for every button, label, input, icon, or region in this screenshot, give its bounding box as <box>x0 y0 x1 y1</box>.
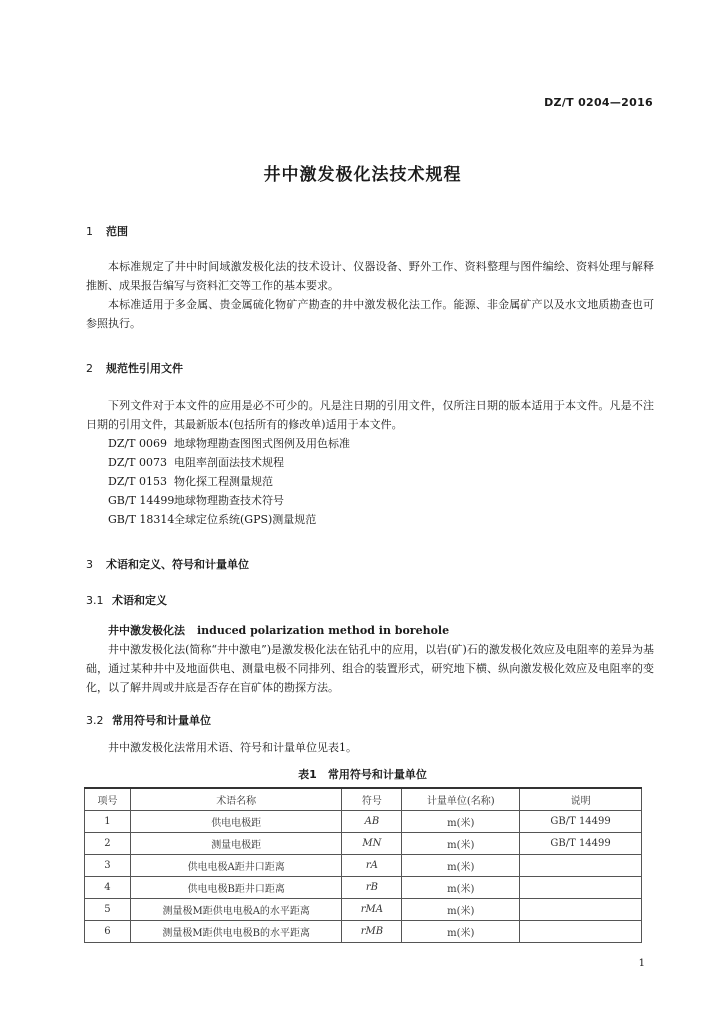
table-cell: m(米) <box>402 877 520 899</box>
section-1-heading <box>86 223 128 239</box>
section-1-paragraph-2: 本标准适用于多金属、贵金属硫化物矿产勘查的井中激发极化法工作。能源、非金属矿产以及水文地质勘查也可参照执行。 <box>86 298 654 330</box>
subsection-number: 3.2 <box>86 714 104 727</box>
table-header-cell: 说明 <box>520 788 642 811</box>
table-header-cell: 术语名称 <box>130 788 342 811</box>
table-cell: rMA <box>342 899 402 921</box>
table-cell: m(米) <box>402 921 520 943</box>
reference-item <box>108 472 273 491</box>
table-header-row <box>85 788 642 811</box>
table-cell <box>520 899 642 921</box>
subsection-title: 术语和定义 <box>112 594 167 607</box>
table-cell: rMB <box>342 921 402 943</box>
section-title: 规范性引用文件 <box>106 362 183 375</box>
table-row <box>85 855 642 877</box>
term-entry <box>108 622 449 638</box>
subsection-3-2-heading <box>86 712 211 728</box>
table-caption: 表1 常用符号和计量单位 <box>298 768 427 781</box>
table-cell: 测量极M距供电电极B的水平距离 <box>130 921 342 943</box>
reference-code: GB/T 18314 <box>108 513 175 526</box>
reference-title: 地球物理勘查技术符号 <box>174 494 284 507</box>
section-3-heading <box>86 556 249 572</box>
units-table <box>84 787 642 943</box>
table-cell: GB/T 14499 <box>520 833 642 855</box>
section-title: 术语和定义、符号和计量单位 <box>106 558 249 571</box>
section-number: 1 <box>86 225 93 238</box>
reference-code: GB/T 14499 <box>108 494 175 507</box>
table-cell: 供电电极B距井口距离 <box>130 877 342 899</box>
table-cell: AB <box>342 811 402 833</box>
table-cell: rA <box>342 855 402 877</box>
reference-item <box>108 453 284 472</box>
table-cell <box>520 921 642 943</box>
table-cell: 2 <box>85 833 131 855</box>
table-cell: MN <box>342 833 402 855</box>
table-cell: 测量电极距 <box>130 833 342 855</box>
reference-code: DZ/T 0153 <box>108 475 167 488</box>
table-header-cell: 项号 <box>85 788 131 811</box>
section-number: 2 <box>86 362 93 375</box>
section-2-intro: 下列文件对于本文件的应用是必不可少的。凡是注日期的引用文件，仅所注日期的版本适用于本文件。凡是不注日期的引用文件，其最新版本(包括所有的修改单)适用于本文件。 <box>86 399 654 431</box>
page-number: 1 <box>638 958 645 969</box>
table-cell: 1 <box>85 811 131 833</box>
reference-title: 地球物理勘查图图式图例及用色标准 <box>174 437 350 450</box>
table-cell: GB/T 14499 <box>520 811 642 833</box>
subsection-title: 常用符号和计量单位 <box>112 714 211 727</box>
section-2-heading <box>86 360 183 376</box>
table-header-cell: 计量单位(名称) <box>402 788 520 811</box>
reference-item <box>108 491 284 510</box>
table-cell: 供电电极距 <box>130 811 342 833</box>
table-cell: 3 <box>85 855 131 877</box>
section-1-paragraph-1: 本标准规定了井中时间域激发极化法的技术设计、仪器设备、野外工作、资料整理与图件编绘、资料处理与解释推断、成果报告编写与资料汇交等工作的基本要求。 <box>86 260 654 292</box>
table-cell: m(米) <box>402 833 520 855</box>
table-cell: m(米) <box>402 855 520 877</box>
section-title: 范围 <box>106 225 128 238</box>
term-chinese: 井中激发极化法 <box>108 624 185 637</box>
document-title: 井中激发极化法技术规程 <box>263 165 462 185</box>
reference-title: 物化探工程测量规范 <box>174 475 273 488</box>
table-row <box>85 811 642 833</box>
table-cell: 测量极M距供电电极A的水平距离 <box>130 899 342 921</box>
subsection-3-1-heading <box>86 592 167 608</box>
reference-code: DZ/T 0073 <box>108 456 167 469</box>
table-row <box>85 877 642 899</box>
section-number: 3 <box>86 558 93 571</box>
table-cell: rB <box>342 877 402 899</box>
term-definition: 井中激发极化法(简称“井中激电”)是激发极化法在钻孔中的应用，以岩(矿)石的激发极化效应及电阻率的差异为基础，通过某种井中及地面供电、测量电极不同排列、组合的装置形式，研究地下横、纵向激发极化效应及电阻率的变化，以了解井周或井底是否存在盲矿体的勘探方法。 <box>86 643 654 694</box>
table-cell: 4 <box>85 877 131 899</box>
table-cell <box>520 855 642 877</box>
table-cell: 供电电极A距井口距离 <box>130 855 342 877</box>
table-cell: 5 <box>85 899 131 921</box>
reference-code: DZ/T 0069 <box>108 437 167 450</box>
reference-title: 电阻率剖面法技术规程 <box>174 456 284 469</box>
term-english: induced polarization method in borehole <box>197 624 450 637</box>
table-row <box>85 921 642 943</box>
reference-item <box>108 510 316 529</box>
table-cell <box>520 877 642 899</box>
subsection-3-2-intro: 井中激发极化法常用术语、符号和计量单位见表1。 <box>108 741 357 754</box>
table-cell: 6 <box>85 921 131 943</box>
subsection-number: 3.1 <box>86 594 104 607</box>
reference-title: 全球定位系统(GPS)测量规范 <box>174 513 317 526</box>
table-cell: m(米) <box>402 899 520 921</box>
standard-code: DZ/T 0204—2016 <box>544 96 653 109</box>
table-cell: m(米) <box>402 811 520 833</box>
table-header-cell: 符号 <box>342 788 402 811</box>
reference-item <box>108 434 350 453</box>
table-row <box>85 833 642 855</box>
table-row <box>85 899 642 921</box>
